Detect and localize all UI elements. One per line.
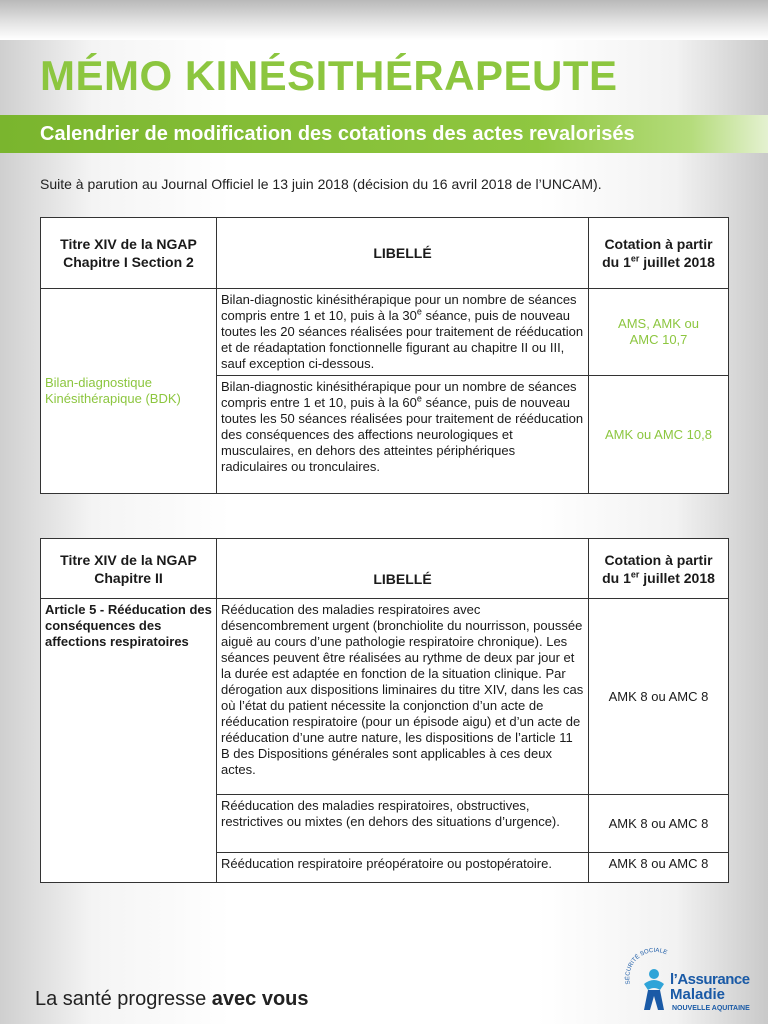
libelle-cell: Rééducation respiratoire préopératoire ou postopératoire. bbox=[217, 853, 589, 883]
cotation-cell: AMK 8 ou AMC 8 bbox=[589, 599, 729, 795]
col-header-libelle: LIBELLÉ bbox=[217, 218, 589, 289]
assurance-maladie-logo bbox=[620, 944, 760, 1020]
logo-word-maladie: Maladie bbox=[670, 986, 726, 1003]
table-bdk bbox=[40, 217, 729, 494]
libelle-cell: Rééducation des maladies respiratoires, obstructives, restrictives ou mixtes (en dehors des situations d’urgence). bbox=[217, 795, 589, 853]
col-header-ngap: Titre XIV de la NGAP Chapitre I Section 2 bbox=[41, 218, 217, 289]
libelle-cell: Bilan-diagnostic kinésithérapique pour un nombre de séances compris entre 1 et 10, puis à la 30e séance, puis de nouveau toutes les 20 séances réalisées pour traitement de rééducation et de réadaptation fonctionnelle figurant au chapitre II ou III, sauf exception ci-dessous. bbox=[217, 289, 589, 376]
footer-tagline: La santé progresse avec vous bbox=[35, 988, 309, 1010]
intro-text: Suite à parution au Journal Officiel le 13 juin 2018 (décision du 16 avril 2018 de l’UNCAM). bbox=[40, 176, 602, 192]
category-cell: Bilan-diagnostique Kinésithérapique (BDK) bbox=[41, 289, 217, 494]
col-header-libelle: LIBELLÉ bbox=[217, 539, 589, 599]
cotation-cell: AMS, AMK ou AMC 10,7 bbox=[589, 289, 729, 376]
category-cell: Article 5 - Rééducation des conséquences des affections respiratoires bbox=[41, 599, 217, 883]
libelle-cell: Rééducation des maladies respiratoires avec désencombrement urgent (bronchiolite du nourrisson, poussée aiguë au cours d’une pathologie respiratoire chronique). Les séances peuvent être réalisées au rythme de deux par jour et la durée est adaptée en fonction de la situation clinique. Par dérogation aux dispositions liminaires du titre XIV, dans les cas où l’état du patient nécessite la conjonction d’un acte de rééducation respiratoire (pour un épisode aigu) et d’un acte de rééducation d’une autre nature, les dispositions de l’article 11 B des Dispositions générales sont applicables à ces deux actes. bbox=[217, 599, 589, 795]
col-header-cotation: Cotation à partir du 1er juillet 2018 bbox=[589, 539, 729, 599]
cotation-cell: AMK ou AMC 10,8 bbox=[589, 376, 729, 494]
table-row bbox=[41, 289, 729, 376]
logo-figure-arms bbox=[644, 980, 664, 990]
cotation-cell: AMK 8 ou AMC 8 bbox=[589, 853, 729, 883]
col-header-cotation: Cotation à partir du 1er juillet 2018 bbox=[589, 218, 729, 289]
logo-region: NOUVELLE AQUITAINE bbox=[672, 1005, 750, 1012]
logo-figure-head bbox=[649, 969, 659, 979]
table-header-row bbox=[41, 539, 729, 599]
libelle-cell: Bilan-diagnostic kinésithérapique pour un nombre de séances compris entre 1 et 10, puis à la 60e séance, puis de nouveau toutes les 50 séances réalisées pour traitement de rééducation des conséquences des affections neurologiques et musculaires, en dehors des atteintes périphériques radiculaires ou tronculaires. bbox=[217, 376, 589, 494]
page-title: MÉMO KINÉSITHÉRAPEUTE bbox=[40, 52, 618, 99]
table-row bbox=[41, 599, 729, 795]
table-respiratoire bbox=[40, 538, 729, 883]
cotation-cell: AMK 8 ou AMC 8 bbox=[589, 795, 729, 853]
col-header-ngap: Titre XIV de la NGAP Chapitre II bbox=[41, 539, 217, 599]
page-subtitle: Calendrier de modification des cotations des actes revalorisés bbox=[40, 123, 635, 145]
logo-word-assurance: l’Assurance bbox=[670, 971, 750, 988]
logo-arc-text: SÉCURITÉ SOCIALE bbox=[625, 947, 668, 985]
logo-figure-body bbox=[644, 990, 664, 1010]
top-gradient-band bbox=[0, 0, 768, 40]
table-header-row bbox=[41, 218, 729, 289]
